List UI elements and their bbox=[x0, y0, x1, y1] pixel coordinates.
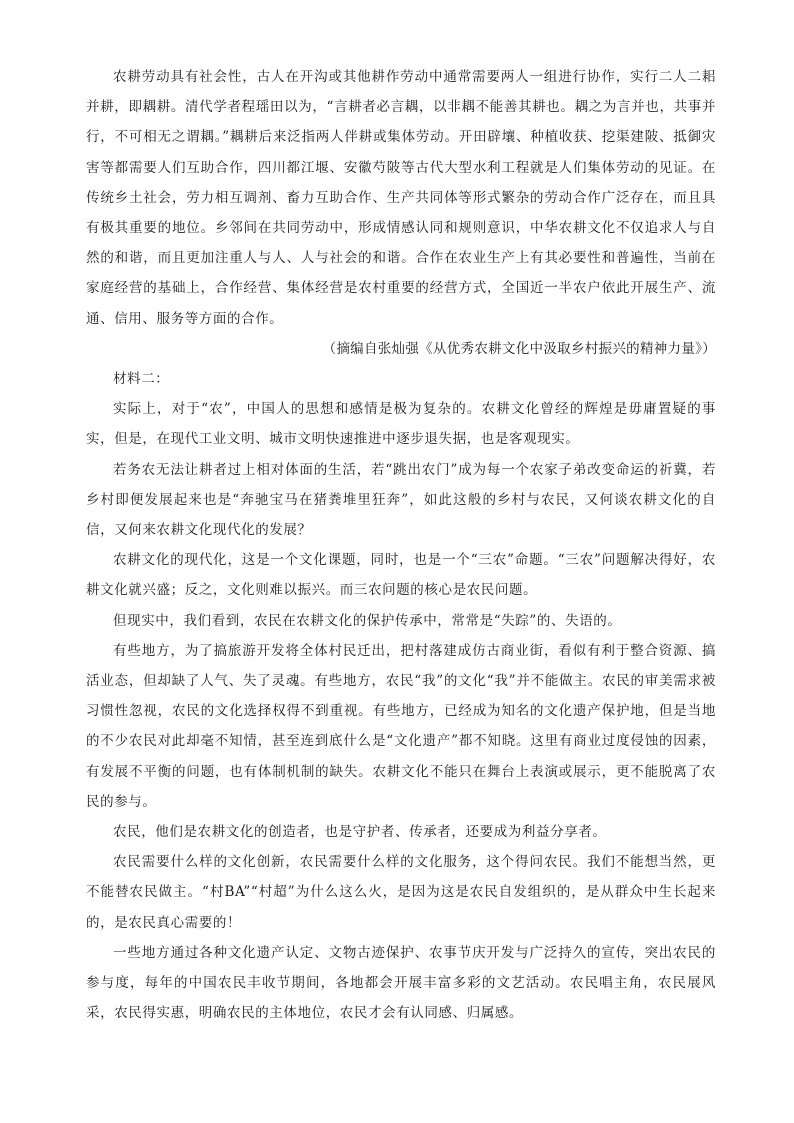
paragraph-complex-feelings: 实际上，对于“农”，中国人的思想和感情是极为复杂的。农耕文化曾经的辉煌是毋庸置疑的事实，但是，在现代工业文明、城市文明快速推进中逐步退失据，也是客观现实。 bbox=[86, 401, 716, 448]
paragraph-farmers-role: 农民，他们是农耕文化的创造者，也是守护者、传承者，还要成为利益分享者。 bbox=[113, 824, 607, 841]
paragraph-farmers-missing: 但现实中，我们看到，农民在农耕文化的保护传承中，常常是“失踪”的、失语的。 bbox=[113, 612, 622, 629]
paragraph-three-rural-issues: 农耕文化的现代化，这是一个文化课题，同时，也是一个“三农”命题。“三农”问题解决得好，农耕文化就兴盛；反之，文化则难以振兴。而三农问题的核心是农民问题。 bbox=[86, 552, 716, 599]
document-page bbox=[86, 62, 716, 1029]
material-two-label: 材料二： bbox=[113, 371, 170, 388]
source-citation: （摘编自张灿强《从优秀农耕文化中汲取乡村振兴的精神力量》） bbox=[322, 340, 716, 357]
paragraph-farming-dignity: 若务农无法让耕者过上相对体面的生活，若“跳出农门”成为每一个农家子弟改变命运的祈冀，若乡村即便发展起来也是“奔驰宝马在猪粪堆里狂奔”，如此这般的乡村与农民，又何谈农耕文化的自信，又何来农耕文化现代化的发展？ bbox=[86, 461, 716, 539]
paragraph-farming-cooperation: 农耕劳动具有社会性，古人在开沟或其他耕作劳动中通常需要两人一组进行协作，实行二人二耜并耕，即耦耕。清代学者程瑶田以为，“言耕者必言耦，以非耦不能善其耕也。耦之为言并也，共事并行，不可相无之谓耦。”耦耕后来泛指两人伴耕或集体劳动。开田辟壤、种植收获、挖渠建陂、抵御灾害等都需要人们互助合作，四川都江堰、安徽芍陂等古代大型水利工程就是人们集体劳动的见证。在传统乡土社会，劳力相互调剂、畜力互助合作、生产共同体等形式繁杂的劳动合作广泛存在，而且具有极其重要的地位。乡邻间在共同劳动中，形成情感认同和规则意识，中华农耕文化不仅追求人与自然的和谐，而且更加注重人与人、人与社会的和谐。合作在农业生产上有其必要性和普遍性，当前在家庭经营的基础上，合作经营、集体经营是农村重要的经营方式，全国近一半农户依此开展生产、流通、信用、服务等方面的合作。 bbox=[86, 69, 716, 327]
paragraph-harvest-festival: 一些地方通过各种文化遗产认定、文物古迹保护、农事节庆开发与广泛持久的宣传，突出农民的参与度，每年的中国农民丰收节期间，各地都会开展丰富多彩的文艺活动。农民唱主角，农民展风采，农民得实惠，明确农民的主体地位，农民才会有认同感、归属感。 bbox=[86, 944, 716, 1022]
paragraph-ask-farmers: 农民需要什么样的文化创新，农民需要什么样的文化服务，这个得问农民。我们不能想当然，更不能替农民做主。“村BA”“村超”为什么这么火，是因为这是农民自发组织的，是从群众中生长起来的，是农民真心需要的！ bbox=[86, 854, 716, 931]
paragraph-local-examples: 有些地方，为了搞旅游开发将全体村民迁出，把村落建成仿古商业街，看似有利于整合资源、搞活业态，但却缺了人气、失了灵魂。有些地方，农民“我”的文化“我”并不能做主。农民的审美需求被习惯性忽视，农民的文化选择权得不到重视。有些地方，已经成为知名的文化遗产保护地，但是当地的不少农民对此却毫不知情，甚至连到底什么是“文化遗产”都不知晓。这里有商业过度侵蚀的因素，有发展不平衡的问题，也有体制机制的缺失。农耕文化不能只在舞台上表演或展示，更不能脱离了农民的参与。 bbox=[86, 642, 716, 810]
